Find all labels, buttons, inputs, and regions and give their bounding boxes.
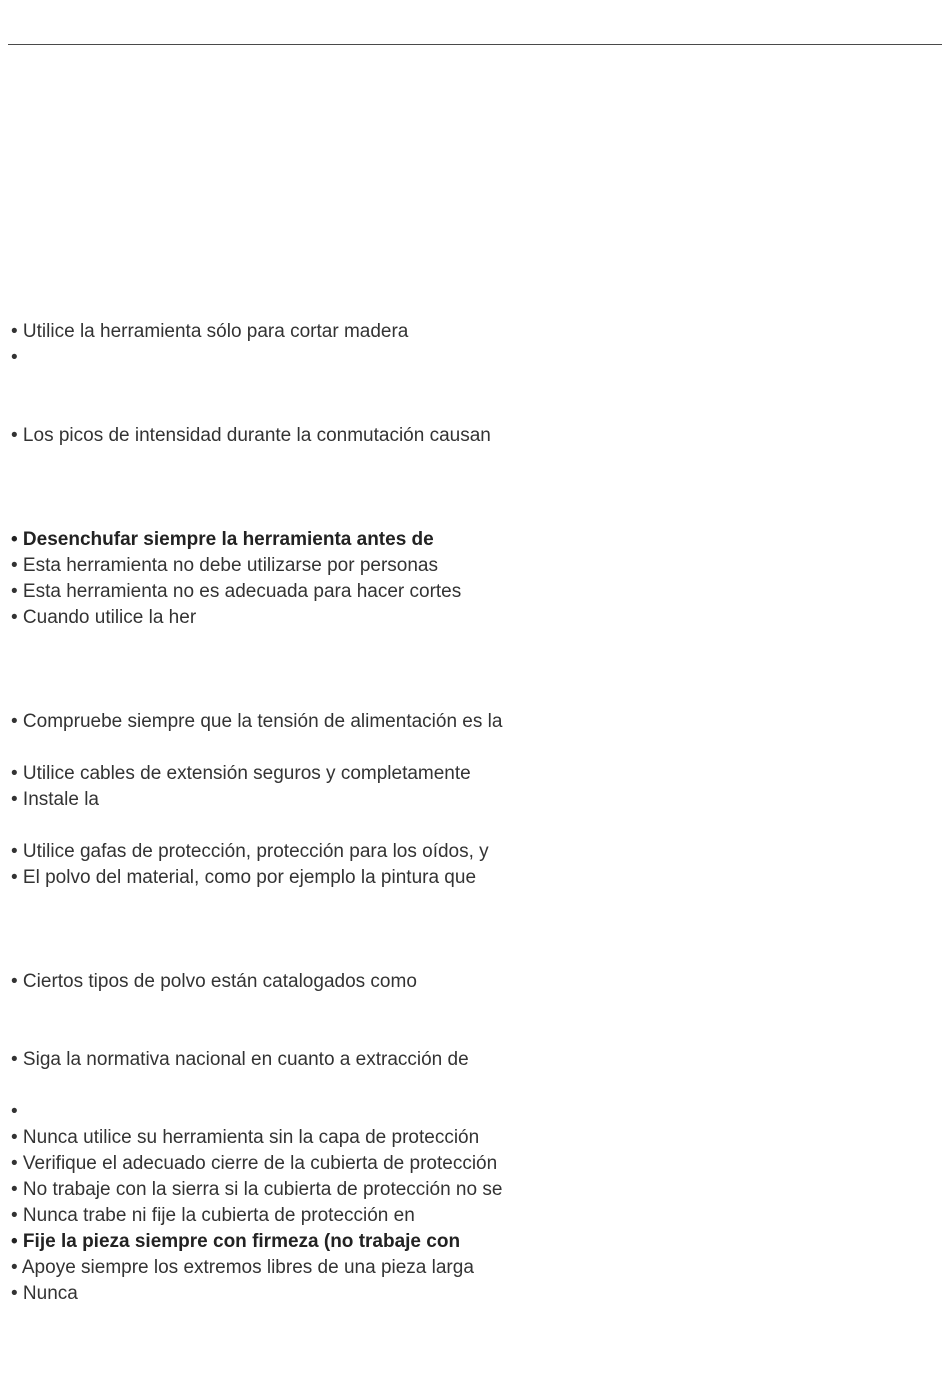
- safety-item-fix-workpiece: • Fije la pieza siempre con firmeza (no trabaje con: [11, 1231, 461, 1252]
- safety-item-voltage: • Compruebe siempre que la tensión de alimentación es la: [11, 711, 503, 732]
- safety-item-unplug: • Desenchufar siempre la herramienta antes de: [11, 529, 434, 550]
- safety-item-protective-layer: • Nunca utilice su herramienta sin la capa de protección: [11, 1127, 480, 1148]
- safety-item-guard-not: • No trabaje con la sierra si la cubierta de protección no se: [11, 1179, 503, 1200]
- safety-item-guard-closure: • Verifique el adecuado cierre de la cubierta de protección: [11, 1153, 498, 1174]
- safety-item-dust-paint: • El polvo del material, como por ejemplo la pintura que: [11, 867, 477, 888]
- safety-item-goggles: • Utilice gafas de protección, protección para los oídos, y: [11, 841, 489, 862]
- safety-item-cuts: • Esta herramienta no es adecuada para hacer cortes: [11, 581, 462, 602]
- safety-item-empty: •: [11, 347, 18, 368]
- safety-item-install: • Instale la: [11, 789, 99, 810]
- safety-item-when-using: • Cuando utilice la her: [11, 607, 197, 628]
- safety-item-never: • Nunca: [11, 1283, 78, 1304]
- safety-item-current-peaks: • Los picos de intensidad durante la conmutación causan: [11, 425, 491, 446]
- safety-item-empty: •: [11, 1101, 18, 1122]
- safety-item-persons: • Esta herramienta no debe utilizarse por personas: [11, 555, 438, 576]
- safety-item-extension-cables: • Utilice cables de extensión seguros y completamente: [11, 763, 471, 784]
- safety-item-dust-types: • Ciertos tipos de polvo están catalogados como: [11, 971, 417, 992]
- safety-item-never-lock-guard: • Nunca trabe ni fije la cubierta de protección en: [11, 1205, 415, 1226]
- safety-item-wood-only: • Utilice la herramienta sólo para cortar madera: [11, 321, 409, 342]
- safety-item-support-ends: • Apoye siempre los extremos libres de una pieza larga: [11, 1257, 474, 1278]
- safety-item-national-rules: • Siga la normativa nacional en cuanto a extracción de: [11, 1049, 469, 1070]
- header-rule: [8, 44, 942, 45]
